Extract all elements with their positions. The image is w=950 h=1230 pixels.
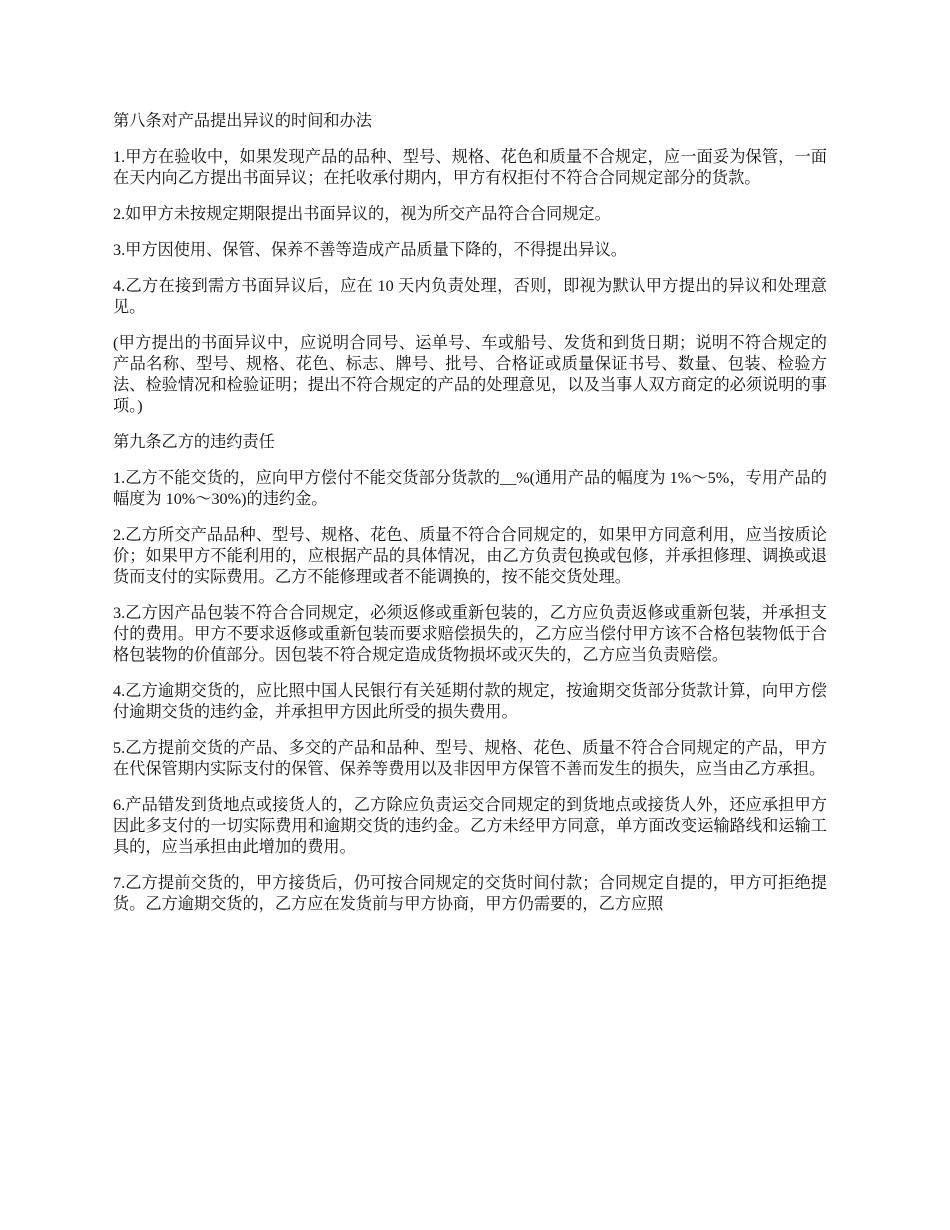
- section-8-note: (甲方提出的书面异议中，应说明合同号、运单号、车或船号、发货和到货日期；说明不符合规定的产品名称、型号、规格、花色、标志、牌号、批号、合格证或质量保证书号、数量、包装、检验方法、检验情况和检验证明；提出不符合规定的产品的处理意见，以及当事人双方商定的必须说明的事项。): [113, 334, 827, 415]
- section-8-heading: 第八条对产品提出异议的时间和办法: [113, 112, 372, 130]
- section-8-item-4: 4.乙方在接到需方书面异议后，应在 10 天内负责处理，否则，即视为默认甲方提出的异议和处理意见。: [113, 277, 827, 316]
- section-9-item-2: 2.乙方所交产品品种、型号、规格、花色、质量不符合合同规定的，如果甲方同意利用，应当按质论价；如果甲方不能利用的，应根据产品的具体情况，由乙方负责包换或包修，并承担修理、调换或退货而支付的实际费用。乙方不能修理或者不能调换的，按不能交货处理。: [113, 526, 827, 586]
- section-9-item-7: 7.乙方提前交货的，甲方接货后，仍可按合同规定的交货时间付款；合同规定自提的，甲方可拒绝提货。乙方逾期交货的，乙方应在发货前与甲方协商，甲方仍需要的，乙方应照: [113, 874, 827, 913]
- document-page: [113, 111, 827, 930]
- section-9-item-4: 4.乙方逾期交货的，应比照中国人民银行有关延期付款的规定，按逾期交货部分货款计算，向甲方偿付逾期交货的违约金，并承担甲方因此所受的损失费用。: [113, 682, 827, 721]
- section-9-item-3: 3.乙方因产品包装不符合合同规定，必须返修或重新包装的，乙方应负责返修或重新包装，并承担支付的费用。甲方不要求返修或重新包装而要求赔偿损失的，乙方应当偿付甲方该不合格包装物低于合格包装物的价值部分。因包装不符合规定造成货物损坏或灭失的，乙方应当负责赔偿。: [113, 604, 827, 664]
- section-8-item-3: 3.甲方因使用、保管、保养不善等造成产品质量下降的，不得提出异议。: [113, 241, 627, 259]
- section-8-item-1: 1.甲方在验收中，如果发现产品的品种、型号、规格、花色和质量不合规定，应一面妥为保管，一面在天内向乙方提出书面异议；在托收承付期内，甲方有权拒付不符合合同规定部分的货款。: [113, 148, 827, 187]
- section-9-item-1: 1.乙方不能交货的，应向甲方偿付不能交货部分货款的__%(通用产品的幅度为 1%～5%，专用产品的幅度为 10%～30%)的违约金。: [113, 469, 827, 508]
- section-8-item-2: 2.如甲方未按规定期限提出书面异议的，视为所交产品符合合同规定。: [113, 205, 611, 223]
- section-9-heading: 第九条乙方的违约责任: [113, 433, 275, 451]
- section-9-item-6: 6.产品错发到货地点或接货人的，乙方除应负责运交合同规定的到货地点或接货人外，还应承担甲方因此多支付的一切实际费用和逾期交货的违约金。乙方未经甲方同意，单方面改变运输路线和运输工具的，应当承担由此增加的费用。: [113, 796, 827, 856]
- section-9-item-5: 5.乙方提前交货的产品、多交的产品和品种、型号、规格、花色、质量不符合合同规定的产品，甲方在代保管期内实际支付的保管、保养等费用以及非因甲方保管不善而发生的损失，应当由乙方承担。: [113, 739, 827, 778]
